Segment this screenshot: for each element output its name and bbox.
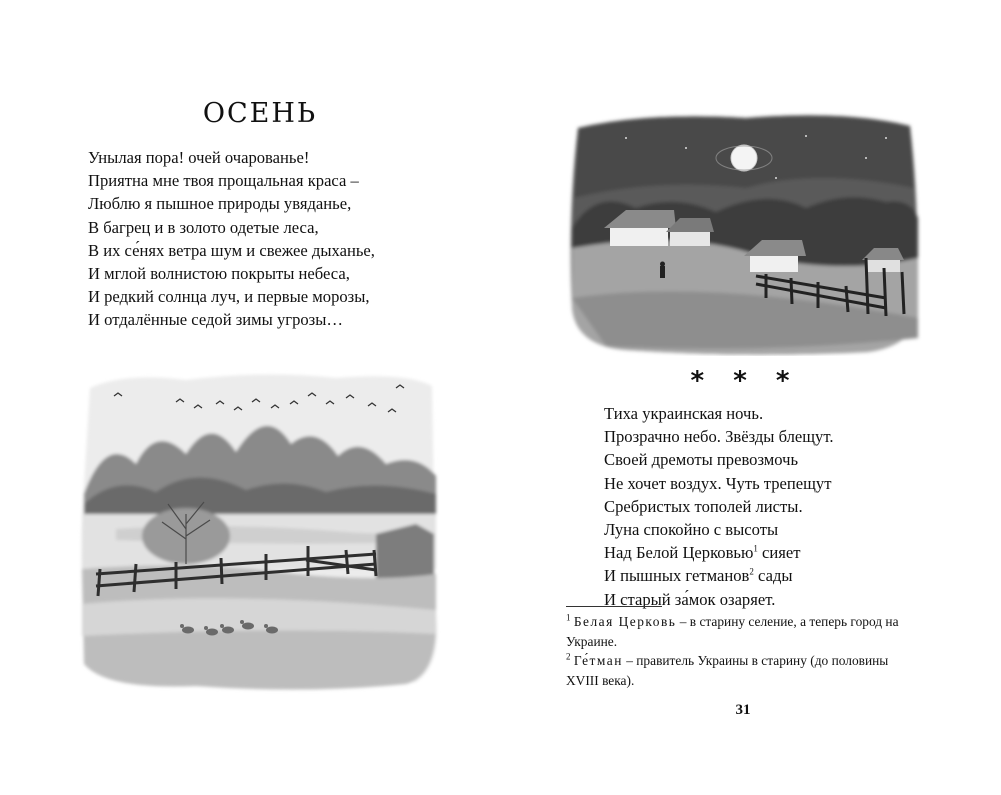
footnote-text: – правитель Украины в старину (до половины XVIII века).: [566, 653, 889, 688]
footnote-mark: 1: [753, 543, 758, 554]
poem-osen: [88, 146, 375, 332]
winter-landscape-illustration: [76, 364, 442, 694]
section-separator: * * *: [690, 366, 800, 396]
poem-line: Луна спокойно с высоты: [604, 520, 779, 540]
poem-line: И мглой волнистою покрыты небеса,: [88, 264, 350, 284]
footnote: [566, 651, 916, 690]
poem-line: [604, 541, 834, 564]
poem-line: Тиха украинская ночь.: [604, 404, 764, 423]
poem-line: И редкий солнца луч, и первые морозы,: [88, 287, 370, 307]
poem-line: В багрец и в золото одетые леса,: [88, 217, 319, 237]
poem-line: Унылая пора! очей очарованье!: [88, 148, 310, 167]
poem-text: сияет: [757, 543, 801, 563]
poem-text: Над Белой Церковью: [604, 543, 754, 563]
footnote-mark: 2: [566, 651, 571, 662]
poem-line: И отдалённые седой зимы угрозы…: [88, 310, 343, 330]
poem-line: Не хочет воздух. Чуть трепещут: [604, 473, 832, 493]
poem-ukrainian-night: [604, 402, 834, 611]
footnote-term: Ге́тман: [573, 653, 623, 668]
footnote-text: – в старину селение, а теперь город на Украине.: [566, 614, 899, 649]
footnote-mark: 1: [566, 612, 571, 623]
poem-line: Прозрачно небо. Звёзды блещут.: [604, 427, 834, 447]
poem-text: И пышных гетманов: [604, 566, 750, 586]
moonlit-village-illustration: [566, 108, 922, 356]
poem-line: [604, 564, 834, 587]
title-osen: ОСЕНЬ: [202, 98, 318, 129]
poem-line: Люблю я пышное природы увяданье,: [88, 194, 352, 214]
footnote-term: Белая Церковь: [573, 614, 677, 629]
page-number: 31: [735, 702, 751, 718]
poem-line: Сребристых тополей листы.: [604, 496, 803, 516]
poem-text: сады: [753, 566, 793, 586]
poem-line: Своей дремоты превозмочь: [604, 450, 799, 470]
poem-line: Приятна мне твоя прощальная краса –: [88, 171, 359, 191]
poem-line: В их се́нях ветра шум и свежее дыханье,: [88, 240, 375, 260]
poem-line: И старый за́мок озаряет.: [604, 589, 776, 609]
footnotes: [566, 612, 916, 690]
footnote: [566, 612, 916, 651]
footnote-divider: [566, 606, 662, 607]
footnote-mark: 2: [749, 566, 754, 577]
